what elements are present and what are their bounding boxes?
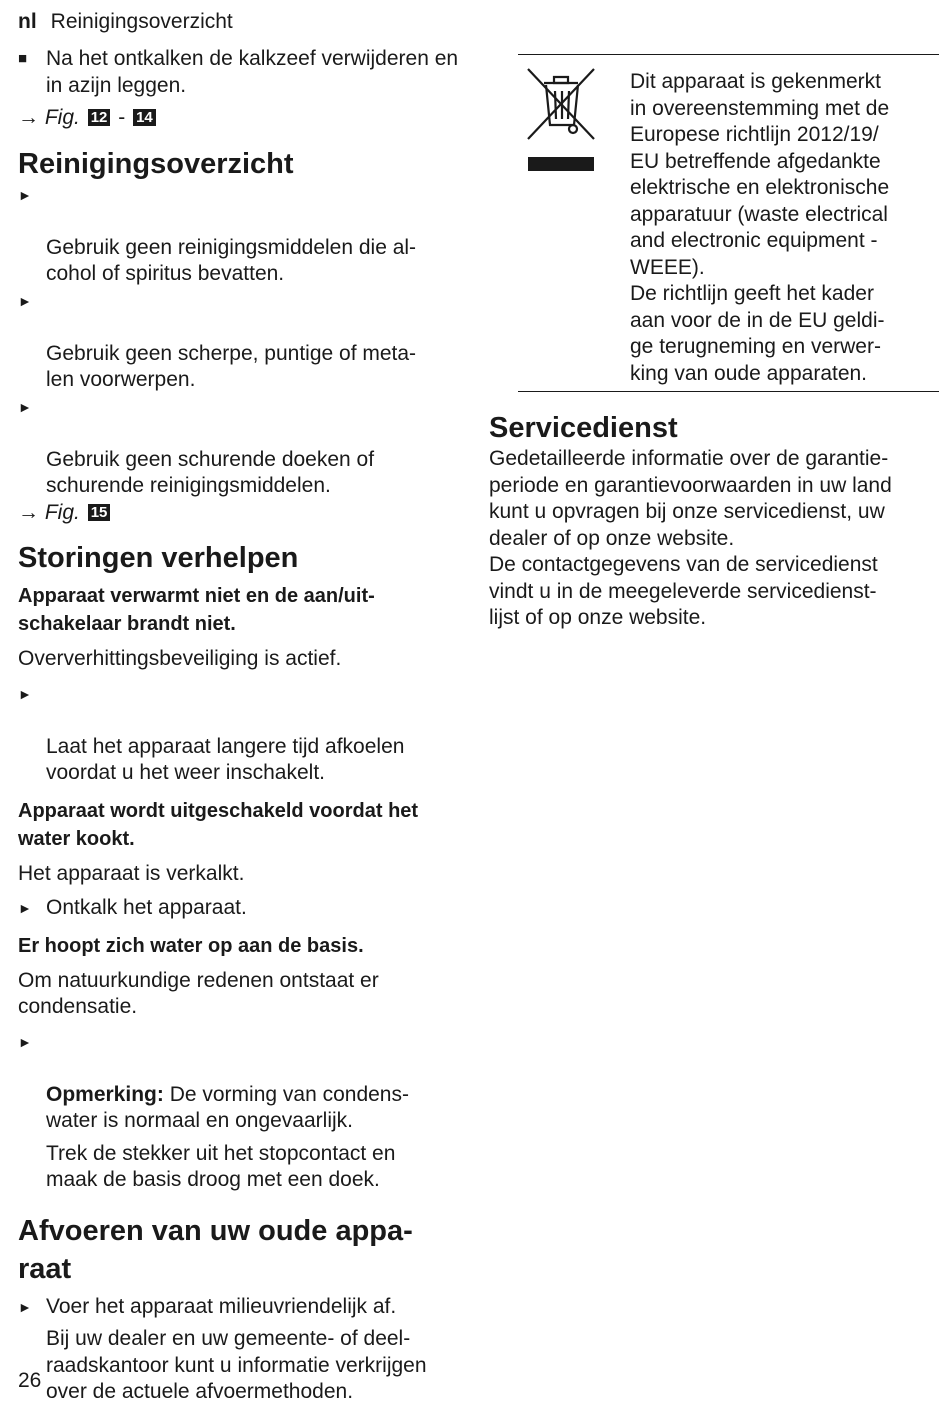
section-heading-troubleshooting: Storingen verhelpen xyxy=(18,542,299,574)
triangle-bullet-icon: ► xyxy=(18,292,32,309)
triangle-bullet-icon: ► xyxy=(18,1298,32,1315)
section-heading-cleaning: Reinigingsoverzicht xyxy=(18,147,294,180)
disposal-follow-text: Bij uw dealer en uw gemeente- of deel- raadskantoor kunt u informatie verkrijgen over de actuele afvoermethoden. xyxy=(46,1327,427,1403)
note-text: De vorming van condens- water is normaal en ongevaarlijk. xyxy=(46,1082,409,1132)
square-bullet-icon: ■ xyxy=(18,50,28,67)
triangle-bullet-icon: ► xyxy=(18,685,32,702)
list-item xyxy=(18,288,470,394)
list-item xyxy=(18,182,470,288)
section-heading-disposal: Afvoeren van uw oude appa- raat xyxy=(18,1214,413,1285)
left-column xyxy=(18,46,470,1406)
figure-reference xyxy=(18,500,470,527)
list-item-text: Na het ontkalken de kalkzeef verwijderen en in azijn leggen. xyxy=(46,47,459,97)
figure-ref-prefix: → Fig. xyxy=(18,500,80,524)
triangle-bullet-icon: ► xyxy=(18,900,32,916)
note-label: Opmerking: xyxy=(46,1082,164,1106)
problem-cause: Het apparaat is verkalkt. xyxy=(18,861,245,885)
figure-ref-separator: - xyxy=(118,106,126,129)
list-item-text: Gebruik geen schurende doeken of schurende reinigingsmiddelen. xyxy=(46,447,375,497)
service-paragraph: Gedetailleerde informatie over de garantie- periode en garantievoorwaarden in uw land kunt u opvragen bij onze servicedienst, uw dealer of op onze website. xyxy=(489,447,892,550)
triangle-bullet-icon: ► xyxy=(18,186,32,203)
weee-paragraph: Dit apparaat is gekenmerkt in overeenstemming met de Europese richtlijn 2012/19/ EU betreffende afgedankte elektrische en elektronische apparatuur (waste electrical and electronic equipment - WEEE). xyxy=(630,70,890,279)
list-item-text: Laat het apparaat langere tijd afkoelen voordat u het weer inschakelt. xyxy=(46,734,405,784)
problem-heading: Apparaat wordt uitgeschakeld voordat het water kookt. xyxy=(18,799,419,850)
page-header xyxy=(18,8,233,36)
list-item-text: Gebruik geen scherpe, puntige of meta- len voorwerpen. xyxy=(46,341,417,391)
figure-number-box: 14 xyxy=(133,109,156,126)
weee-paragraph: De richtlijn geeft het kader aan voor de in de EU geldi- ge terugneming en verwer- king van oude apparaten. xyxy=(630,282,885,385)
list-item xyxy=(18,681,470,787)
right-column xyxy=(489,46,939,632)
triangle-bullet-icon: ► xyxy=(18,398,32,415)
list-item xyxy=(18,1029,470,1135)
page-number: 26 xyxy=(18,1369,42,1392)
problem-heading: Er hoopt zich water op aan de basis. xyxy=(18,934,364,957)
list-item-text: Gebruik geen reinigingsmiddelen die al- cohol of spiritus bevatten. xyxy=(46,235,417,285)
list-item xyxy=(18,895,470,922)
header-section-title: Reinigingsoverzicht xyxy=(50,10,233,33)
note-follow-text: Trek de stekker uit het stopcontact en maak de basis droog met een doek. xyxy=(46,1141,396,1191)
figure-ref-prefix: → Fig. xyxy=(18,106,80,129)
section-heading-service: Servicedienst xyxy=(489,412,678,444)
service-paragraph: De contactgegevens van de servicedienst vindt u in de meegeleverde servicedienst- lijst of op onze website. xyxy=(489,553,878,629)
triangle-bullet-icon: ► xyxy=(18,1033,32,1050)
list-item-text: Ontkalk het apparaat. xyxy=(46,896,247,919)
problem-cause: Oververhittingsbeveiliging is actief. xyxy=(18,647,342,670)
problem-heading: Apparaat verwarmt niet en de aan/uit- schakelaar brandt niet. xyxy=(18,585,375,635)
figure-reference xyxy=(18,105,470,132)
list-item xyxy=(18,46,470,99)
weee-notice-box xyxy=(518,54,939,392)
list-item-text: Voer het apparaat milieuvriendelijk af. xyxy=(46,1294,397,1318)
figure-number-box: 12 xyxy=(88,109,111,126)
weee-text xyxy=(630,69,939,387)
language-code: nl xyxy=(18,10,37,33)
list-item xyxy=(18,394,470,500)
problem-cause: Om natuurkundige redenen ontstaat er condensatie. xyxy=(18,968,379,1018)
crossed-out-wheelie-bin-icon xyxy=(526,67,596,177)
figure-number-box: 15 xyxy=(88,504,111,521)
list-item xyxy=(18,1294,470,1321)
